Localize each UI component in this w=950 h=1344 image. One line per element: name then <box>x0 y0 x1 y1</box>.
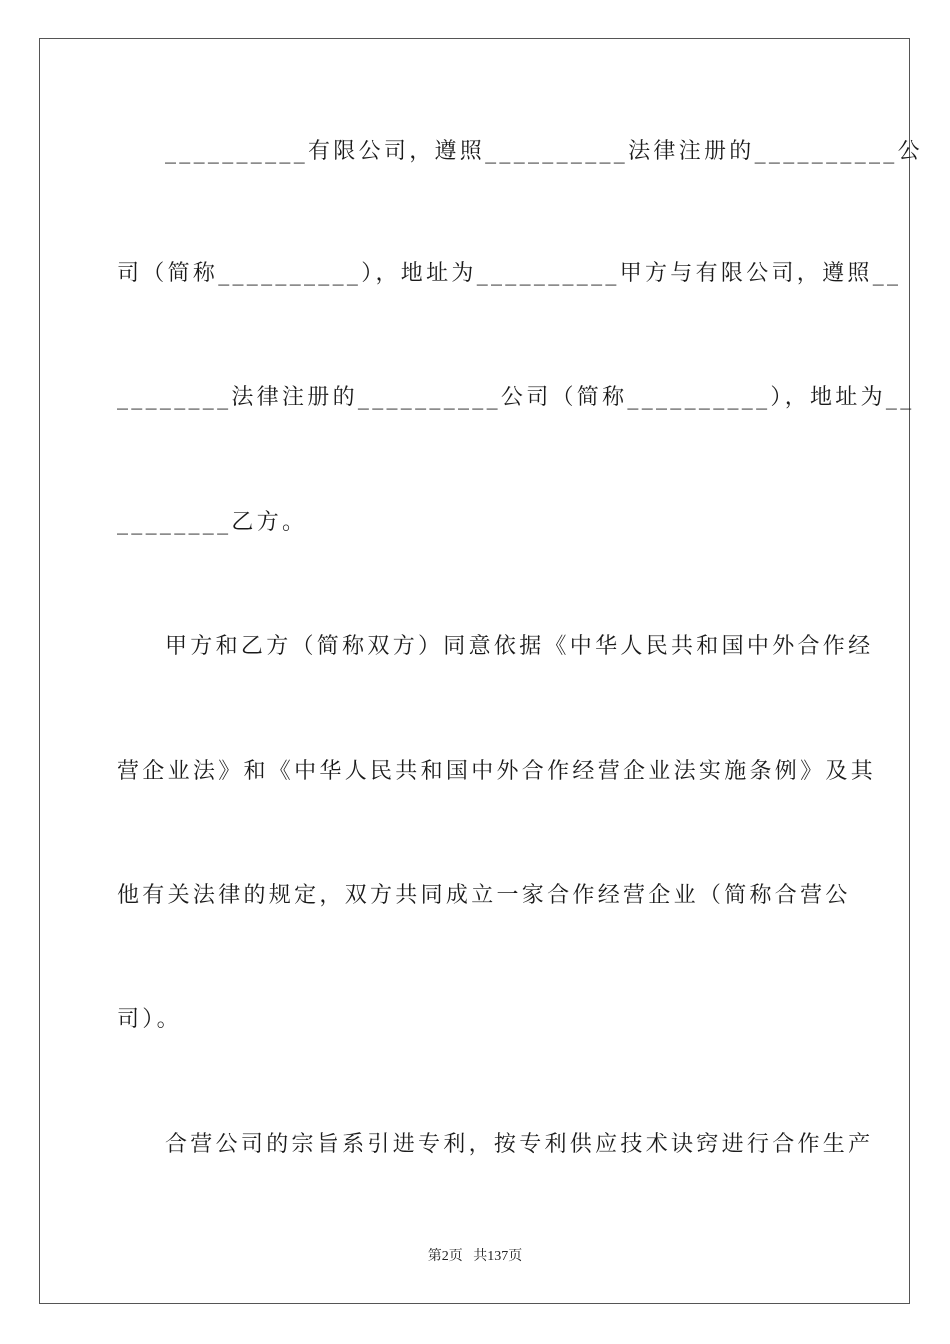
paragraph-line: 甲方和乙方（简称双方）同意依据《中华人民共和国中外合作经 <box>165 634 874 659</box>
paragraph-line: __________有限公司，遵照__________法律注册的__________公 <box>165 139 923 164</box>
paragraph-line: 合营公司的宗旨系引进专利，按专利供应技术诀窍进行合作生产 <box>165 1132 874 1157</box>
paragraph-line: 司）。 <box>117 1007 182 1032</box>
page-number-footer: 第2页 共137页 <box>427 1249 523 1264</box>
paragraph-line: ________法律注册的__________公司（简称__________），地址为__ <box>117 385 915 410</box>
paragraph-line: 营企业法》和《中华人民共和国中外合作经营企业法实施条例》及其 <box>117 759 877 784</box>
paragraph-line: 司（简称__________），地址为__________甲方与有限公司，遵照__ <box>117 261 902 286</box>
paragraph-line: 他有关法律的规定，双方共同成立一家合作经营企业（简称合营公 <box>117 883 851 908</box>
paragraph-line: ________乙方。 <box>117 510 308 535</box>
page-border <box>39 38 923 1304</box>
